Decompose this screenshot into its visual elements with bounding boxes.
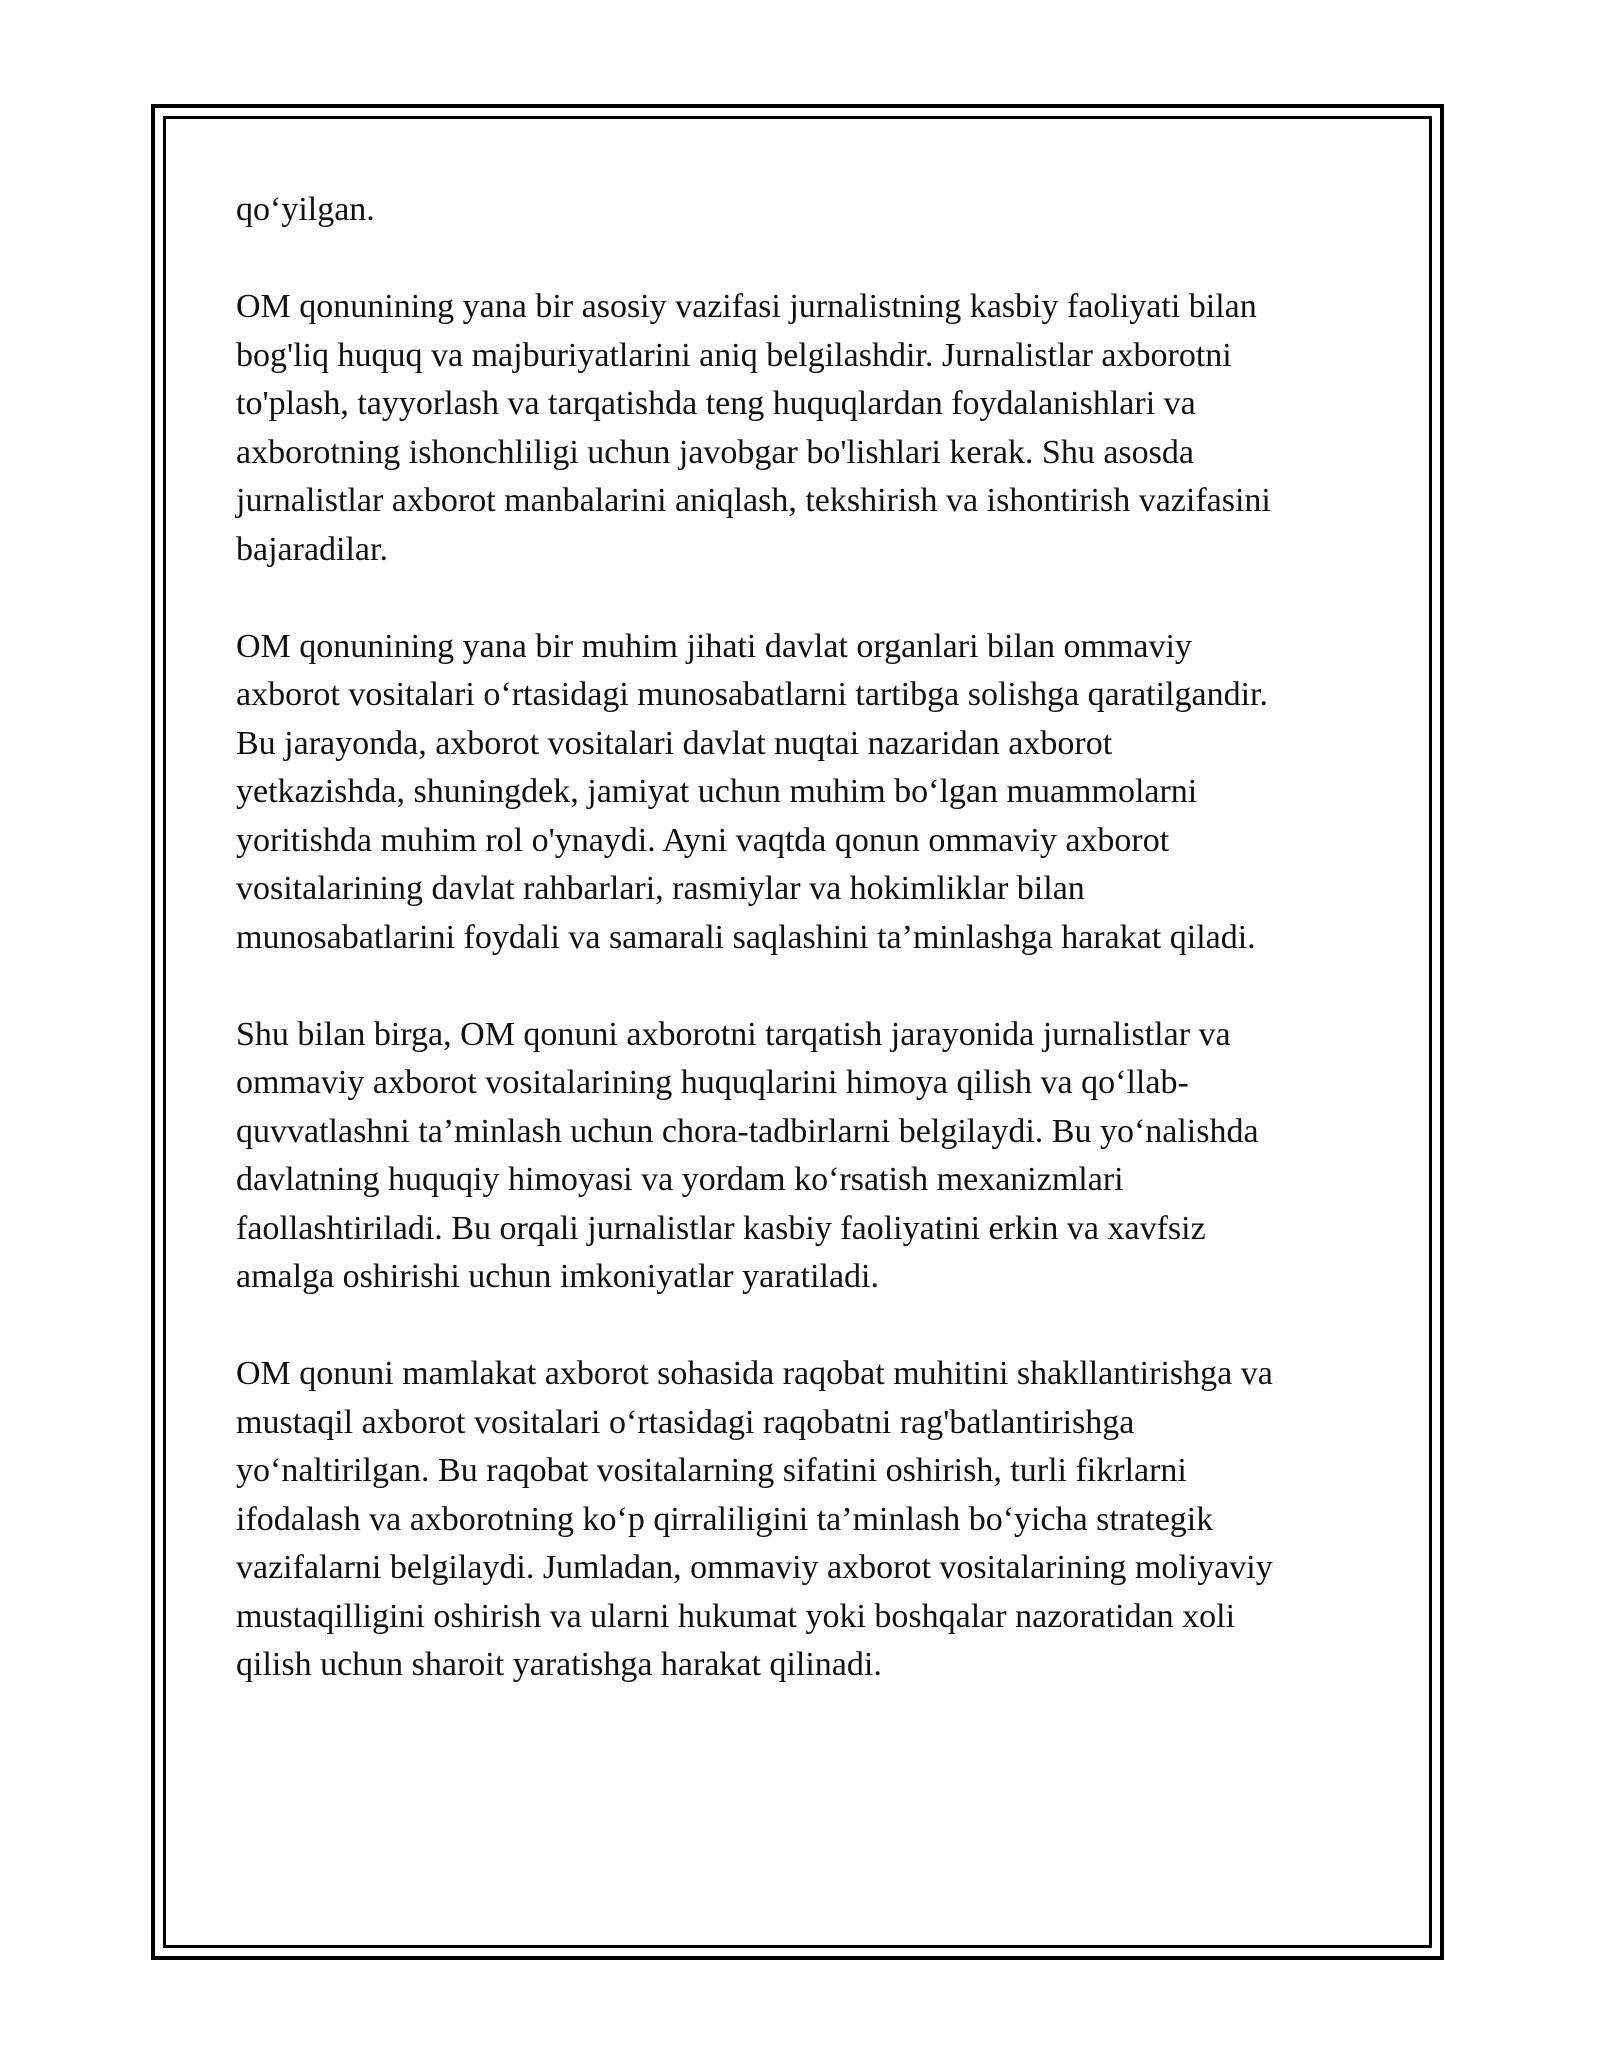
paragraph: OM qonunining yana bir muhim jihati davlat organlari bilan ommaviy axborot vositalari o‘rtasidagi munosabatlarni tartibga solishga qaratilgandir. Bu jarayonda, axborot vositalari davlat nuqtai nazaridan axborot yetkazishda, shuningdek, jamiyat uchun muhim bo‘lgan muammolarni yoritishda muhim rol o'ynaydi. Ayni vaqtda qonun ommaviy axborot vositalarining davlat rahbarlari, rasmiylar va hokimliklar bilan munosabatlarini foydali va samarali saqlashini ta’minlashga harakat qiladi. xyxy=(236,627,1269,956)
paragraph: OM qonunining yana bir asosiy vazifasi jurnalistning kasbiy faoliyati bilan bog'liq huquq va majburiyatlarini aniq belgilashdir. Jurnalistlar axborotni to'plash, tayyorlash va tarqatishda teng huquqlardan foydalanishlari va axborotning ishonchliligi uchun javobgar bo'lishlari kerak. Shu asosda jurnalistlar axborot manbalarini aniqlash, tekshirish va ishontirish vazifasini bajaradilar. xyxy=(236,288,1271,568)
paragraph: qo‘yilgan. xyxy=(236,191,375,228)
paragraph: Shu bilan birga, OM qonuni axborotni tarqatish jarayonida jurnalistlar va ommaviy axborot vositalarining huquqlarini himoya qilish va qo‘llab- quvvatlashni ta’minlash uchun chora-tadbirlarni belgilaydi. Bu yo‘nalishda davlatning huquqiy himoyasi va yordam ko‘rsatish mexanizmlari faollashtiriladi. Bu orqali jurnalistlar kasbiy faoliyatini erkin va xavfsiz amalga oshirishi uchun imkoniyatlar yaratiladi. xyxy=(236,1015,1259,1295)
paragraph: OM qonuni mamlakat axborot sohasida raqobat muhitini shakllantirishga va mustaqil axborot vositalari o‘rtasidagi raqobatni rag'batlantirishga yo‘naltirilgan. Bu raqobat vositalarning sifatini oshirish, turli fikrlarni ifodalash va axborotning ko‘p qirraliligini ta’minlash bo‘yicha strategik vazifalarni belgilaydi. Jumladan, ommaviy axborot vositalarining moliyaviy mustaqilligini oshirish va ularni hukumat yoki boshqalar nazoratidan xoli qilish uchun sharoit yaratishga harakat qilinadi. xyxy=(236,1355,1273,1683)
document-body xyxy=(236,186,1376,1738)
